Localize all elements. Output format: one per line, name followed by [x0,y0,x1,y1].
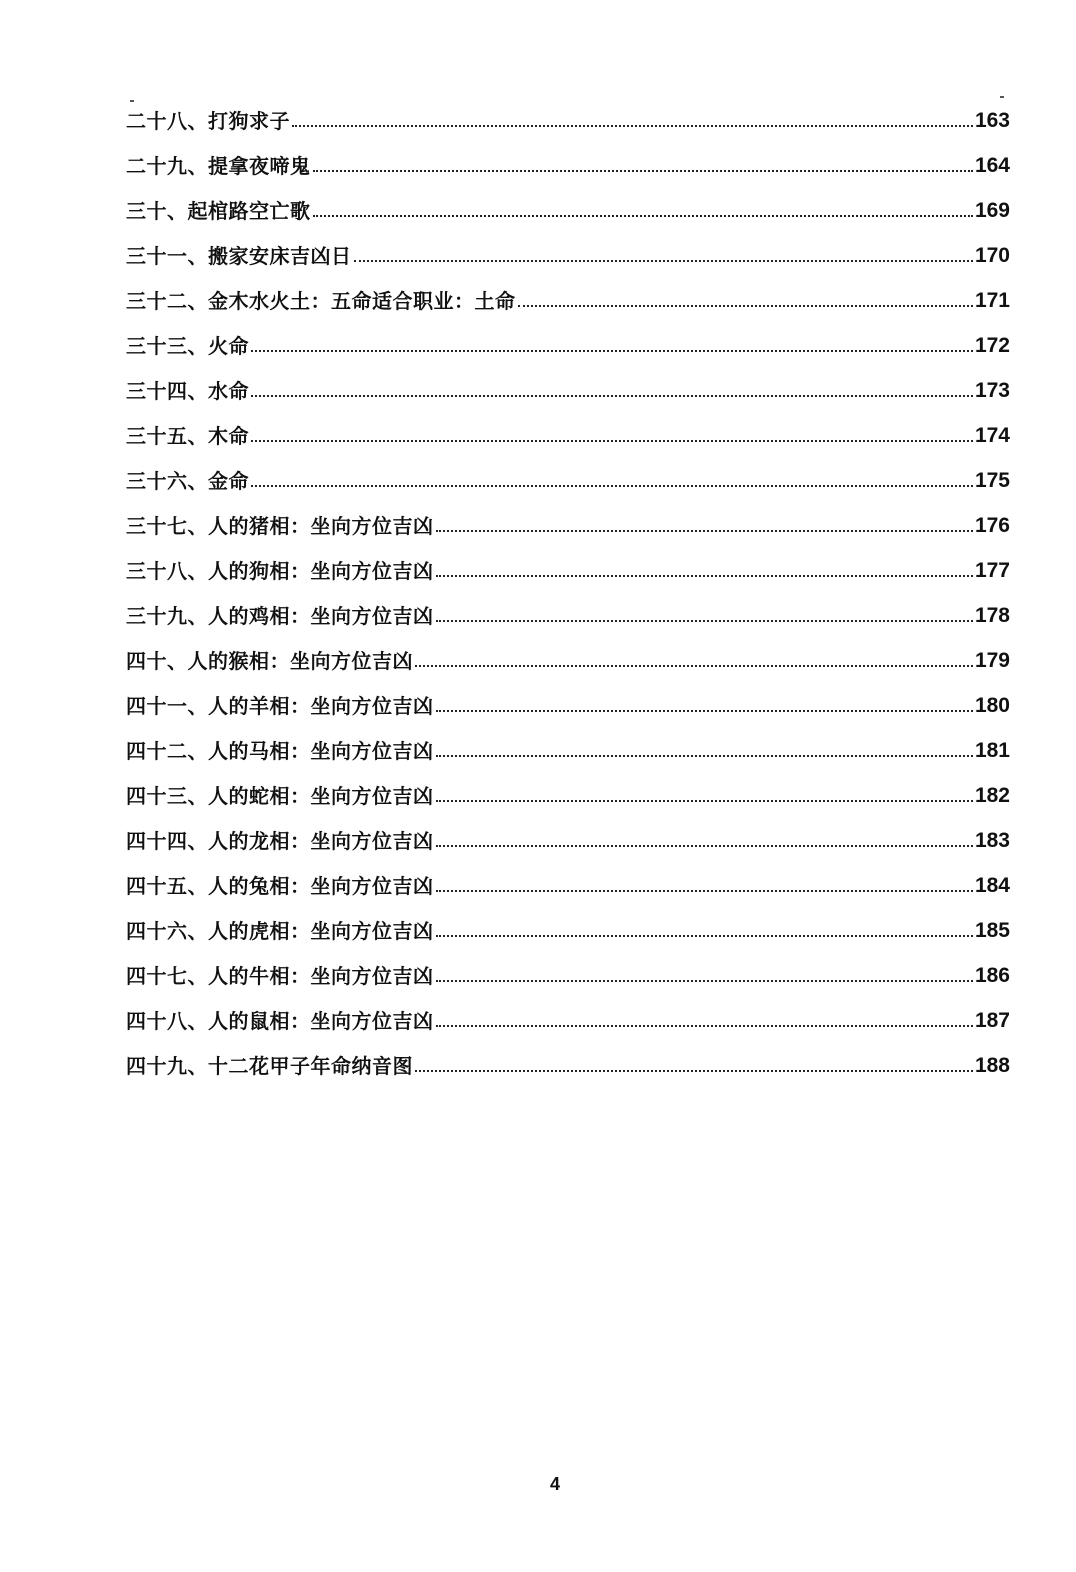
toc-entry-title: 二十九、提拿夜啼鬼 [126,154,311,178]
dot-leader [436,935,973,937]
toc-entry-title: 四十、人的猴相：坐向方位吉凶 [126,649,413,673]
toc-entry [126,546,1010,591]
toc-entry [126,276,1010,321]
toc-entry [126,636,1010,681]
dot-leader [313,215,973,217]
dot-leader [436,845,973,847]
toc-entry [126,411,1010,456]
dot-leader [251,395,973,397]
toc-entry-title: 二十八、打狗求子 [126,109,290,133]
toc-entry-title: 三十八、人的狗相：坐向方位吉凶 [126,559,434,583]
dot-leader [251,485,973,487]
dot-leader [436,890,973,892]
toc-entry [126,1041,1010,1086]
toc-entry-page: 179 [974,649,1010,672]
toc-entry [126,591,1010,636]
toc-entry-page: 171 [974,289,1010,312]
toc-entry-title: 四十四、人的龙相：坐向方位吉凶 [126,829,434,853]
toc-entry-page: 172 [974,334,1010,357]
toc-entry-page: 164 [974,154,1010,177]
toc-entry [126,366,1010,411]
toc-entry-page: 186 [974,964,1010,987]
dot-leader [313,170,973,172]
toc-entry [126,726,1010,771]
dot-leader [354,260,973,262]
toc-entry-title: 四十二、人的马相：坐向方位吉凶 [126,739,434,763]
toc-entry-page: 183 [974,829,1010,852]
toc-entry [126,96,1010,141]
toc-entry-title: 三十五、木命 [126,424,249,448]
toc-entry [126,231,1010,276]
dot-leader [436,980,973,982]
toc-entry-title: 三十四、水命 [126,379,249,403]
dot-leader [251,350,973,352]
dot-leader [436,755,973,757]
toc-entry-title: 四十八、人的鼠相：坐向方位吉凶 [126,1009,434,1033]
toc-entry-title: 四十三、人的蛇相：坐向方位吉凶 [126,784,434,808]
toc-entry-page: 182 [974,784,1010,807]
page-number: 4 [550,1474,561,1494]
dot-leader [415,1070,973,1072]
dot-leader [518,305,973,307]
scan-speck [130,100,134,102]
toc-entry-page: 169 [974,199,1010,222]
dot-leader [436,530,973,532]
toc-entry-page: 188 [974,1054,1010,1077]
toc-entry-page: 174 [974,424,1010,447]
toc-entry [126,951,1010,996]
toc-entry-title: 四十五、人的兔相：坐向方位吉凶 [126,874,434,898]
dot-leader [436,800,973,802]
toc-entry-title: 四十七、人的牛相：坐向方位吉凶 [126,964,434,988]
toc-entry [126,456,1010,501]
toc-entry-page: 176 [974,514,1010,537]
dot-leader [251,440,973,442]
scan-speck [1000,96,1004,98]
toc-entry-page: 187 [974,1009,1010,1032]
toc-entry-page: 178 [974,604,1010,627]
table-of-contents [126,96,1010,1086]
toc-entry-page: 163 [974,109,1010,132]
toc-entry-title: 三十三、火命 [126,334,249,358]
toc-entry [126,771,1010,816]
toc-entry [126,906,1010,951]
toc-entry-page: 181 [974,739,1010,762]
toc-entry-page: 170 [974,244,1010,267]
toc-entry [126,861,1010,906]
toc-entry-page: 180 [974,694,1010,717]
toc-entry-page: 184 [974,874,1010,897]
toc-entry-title: 三十二、金木水火土：五命适合职业：土命 [126,289,516,313]
toc-entry-title: 三十六、金命 [126,469,249,493]
dot-leader [436,710,973,712]
toc-entry-title: 三十一、搬家安床吉凶日 [126,244,352,268]
toc-entry-title: 四十一、人的羊相：坐向方位吉凶 [126,694,434,718]
dot-leader [436,1025,973,1027]
dot-leader [292,125,973,127]
toc-entry [126,186,1010,231]
toc-entry [126,816,1010,861]
toc-entry [126,996,1010,1041]
toc-entry-page: 173 [974,379,1010,402]
toc-entry [126,501,1010,546]
toc-entry-title: 三十九、人的鸡相：坐向方位吉凶 [126,604,434,628]
toc-entry-title: 三十七、人的猪相：坐向方位吉凶 [126,514,434,538]
toc-entry-page: 185 [974,919,1010,942]
toc-entry-page: 175 [974,469,1010,492]
dot-leader [436,575,973,577]
toc-entry [126,141,1010,186]
toc-entry-title: 四十九、十二花甲子年命纳音图 [126,1054,413,1078]
dot-leader [415,665,973,667]
toc-entry [126,681,1010,726]
toc-entry [126,321,1010,366]
dot-leader [436,620,973,622]
toc-entry-title: 四十六、人的虎相：坐向方位吉凶 [126,919,434,943]
toc-entry-page: 177 [974,559,1010,582]
toc-entry-title: 三十、起棺路空亡歌 [126,199,311,223]
